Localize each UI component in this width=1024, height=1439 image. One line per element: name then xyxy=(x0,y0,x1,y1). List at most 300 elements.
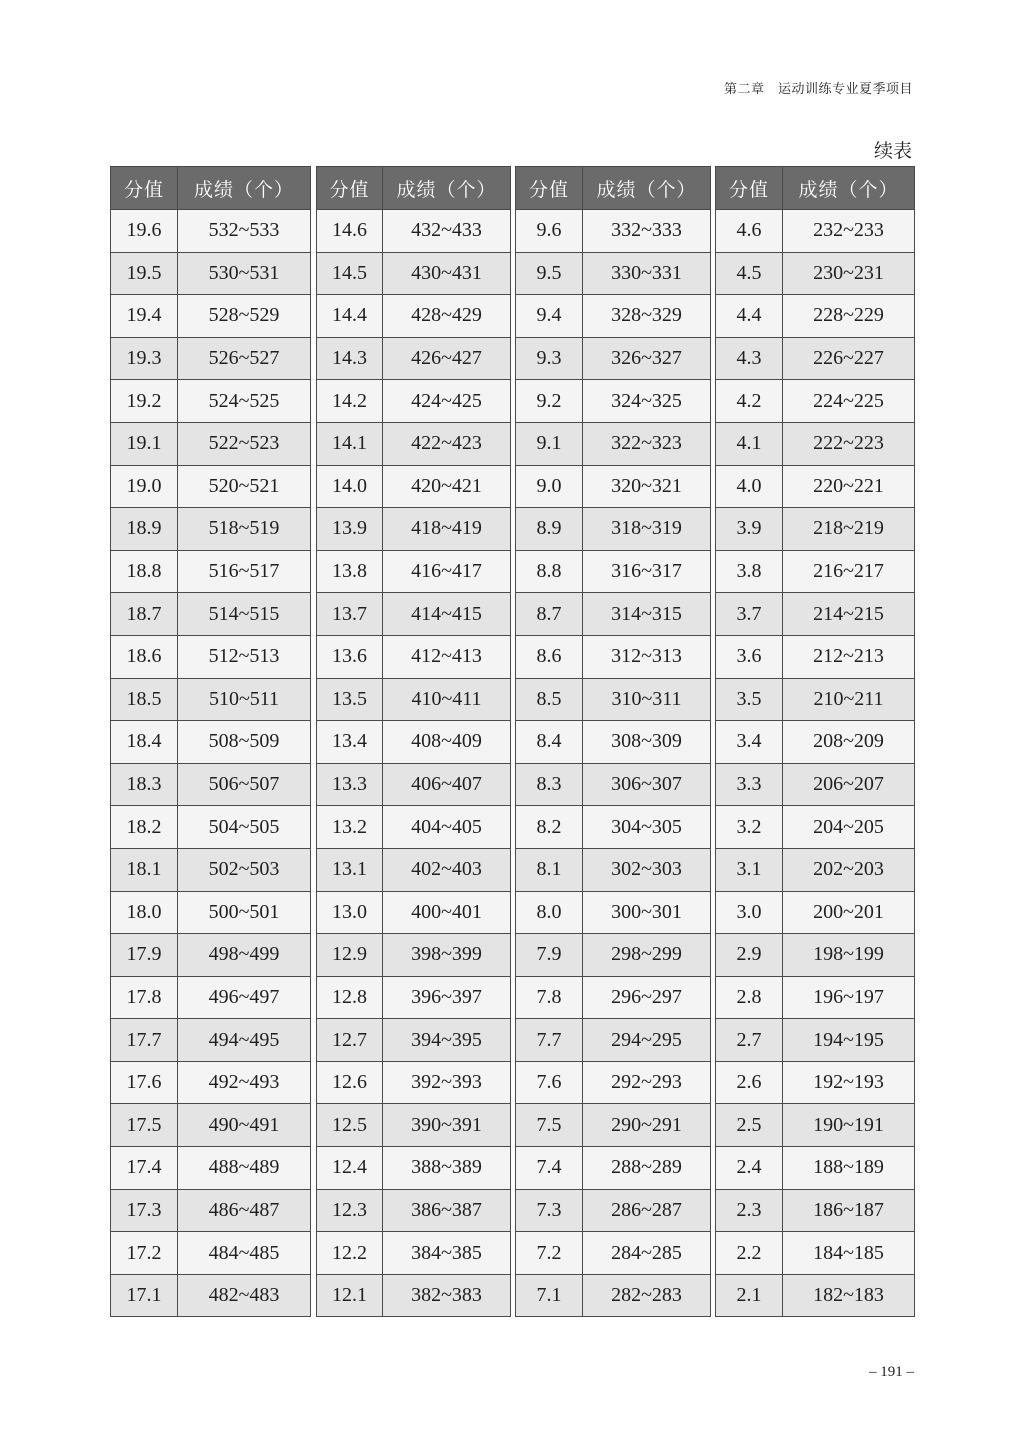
result-column-header: 成绩（个） xyxy=(783,167,915,210)
table-row xyxy=(111,976,311,1019)
table-row xyxy=(317,380,511,423)
score-cell: 9.0 xyxy=(516,465,583,508)
table-row xyxy=(516,380,711,423)
score-cell: 17.2 xyxy=(111,1232,178,1275)
table-row xyxy=(111,337,311,380)
score-cell: 12.7 xyxy=(317,1019,383,1062)
result-cell: 288~289 xyxy=(583,1147,711,1190)
result-cell: 516~517 xyxy=(178,550,311,593)
score-cell: 18.3 xyxy=(111,763,178,806)
score-cell: 2.9 xyxy=(716,934,783,977)
result-cell: 310~311 xyxy=(583,678,711,721)
result-cell: 328~329 xyxy=(583,295,711,338)
result-cell: 292~293 xyxy=(583,1061,711,1104)
score-cell: 13.8 xyxy=(317,550,383,593)
table-row xyxy=(716,1189,915,1232)
table-row xyxy=(111,295,311,338)
table-header-row xyxy=(317,167,511,210)
result-cell: 402~403 xyxy=(383,848,511,891)
table-row xyxy=(317,635,511,678)
table-row xyxy=(716,763,915,806)
result-cell: 308~309 xyxy=(583,721,711,764)
result-cell: 500~501 xyxy=(178,891,311,934)
score-cell: 13.6 xyxy=(317,635,383,678)
score-cell: 19.1 xyxy=(111,422,178,465)
score-cell: 12.4 xyxy=(317,1147,383,1190)
score-cell: 12.2 xyxy=(317,1232,383,1275)
score-cell: 13.3 xyxy=(317,763,383,806)
table-row xyxy=(516,848,711,891)
score-cell: 8.3 xyxy=(516,763,583,806)
table-row xyxy=(317,1019,511,1062)
table-row xyxy=(716,635,915,678)
score-cell: 2.1 xyxy=(716,1274,783,1317)
table-row xyxy=(516,934,711,977)
result-column-header: 成绩（个） xyxy=(383,167,511,210)
table-row xyxy=(111,508,311,551)
continued-table-label: 续表 xyxy=(873,140,912,162)
result-cell: 212~213 xyxy=(783,635,915,678)
score-cell: 8.6 xyxy=(516,635,583,678)
result-cell: 316~317 xyxy=(583,550,711,593)
result-cell: 406~407 xyxy=(383,763,511,806)
score-cell: 7.1 xyxy=(516,1274,583,1317)
result-cell: 504~505 xyxy=(178,806,311,849)
result-cell: 426~427 xyxy=(383,337,511,380)
score-cell: 17.8 xyxy=(111,976,178,1019)
score-tables xyxy=(110,166,914,1318)
score-cell: 14.0 xyxy=(317,465,383,508)
table-row xyxy=(317,508,511,551)
score-cell: 4.4 xyxy=(716,295,783,338)
table-row xyxy=(516,1189,711,1232)
table-row xyxy=(716,1019,915,1062)
table-row xyxy=(716,550,915,593)
result-cell: 510~511 xyxy=(178,678,311,721)
result-cell: 498~499 xyxy=(178,934,311,977)
result-cell: 192~193 xyxy=(783,1061,915,1104)
result-cell: 322~323 xyxy=(583,422,711,465)
result-cell: 202~203 xyxy=(783,848,915,891)
table-row xyxy=(716,721,915,764)
score-cell: 2.7 xyxy=(716,1019,783,1062)
table-row xyxy=(111,593,311,636)
table-row xyxy=(516,210,711,253)
score-cell: 19.5 xyxy=(111,252,178,295)
result-cell: 302~303 xyxy=(583,848,711,891)
table-row xyxy=(111,252,311,295)
table-row xyxy=(317,252,511,295)
result-cell: 526~527 xyxy=(178,337,311,380)
score-cell: 4.3 xyxy=(716,337,783,380)
table-row xyxy=(111,1104,311,1147)
result-cell: 282~283 xyxy=(583,1274,711,1317)
result-column-header: 成绩（个） xyxy=(583,167,711,210)
score-cell: 8.7 xyxy=(516,593,583,636)
result-cell: 412~413 xyxy=(383,635,511,678)
running-header: 第二章 运动训练专业夏季项目 xyxy=(723,82,913,97)
table-row xyxy=(716,380,915,423)
table-header-row xyxy=(716,167,915,210)
table-row xyxy=(716,1061,915,1104)
result-cell: 420~421 xyxy=(383,465,511,508)
table-row xyxy=(317,295,511,338)
table-row xyxy=(516,721,711,764)
score-cell: 12.6 xyxy=(317,1061,383,1104)
result-cell: 214~215 xyxy=(783,593,915,636)
table-row xyxy=(516,976,711,1019)
table-row xyxy=(516,465,711,508)
result-cell: 520~521 xyxy=(178,465,311,508)
table-row xyxy=(317,550,511,593)
score-cell: 3.2 xyxy=(716,806,783,849)
result-cell: 432~433 xyxy=(383,210,511,253)
score-cell: 9.2 xyxy=(516,380,583,423)
score-cell: 7.5 xyxy=(516,1104,583,1147)
table-row xyxy=(716,934,915,977)
result-cell: 518~519 xyxy=(178,508,311,551)
score-cell: 17.1 xyxy=(111,1274,178,1317)
score-cell: 3.1 xyxy=(716,848,783,891)
table-row xyxy=(111,1189,311,1232)
table-row xyxy=(317,1147,511,1190)
result-cell: 332~333 xyxy=(583,210,711,253)
table-row xyxy=(716,210,915,253)
score-cell: 14.6 xyxy=(317,210,383,253)
table-row xyxy=(716,1147,915,1190)
result-cell: 530~531 xyxy=(178,252,311,295)
score-cell: 8.2 xyxy=(516,806,583,849)
score-cell: 2.5 xyxy=(716,1104,783,1147)
score-cell: 17.6 xyxy=(111,1061,178,1104)
result-cell: 182~183 xyxy=(783,1274,915,1317)
table-row xyxy=(716,1104,915,1147)
score-cell: 9.5 xyxy=(516,252,583,295)
table-row xyxy=(516,422,711,465)
result-cell: 204~205 xyxy=(783,806,915,849)
score-cell: 12.9 xyxy=(317,934,383,977)
result-column-header: 成绩（个） xyxy=(178,167,311,210)
table-row xyxy=(716,295,915,338)
score-cell: 9.6 xyxy=(516,210,583,253)
table-row xyxy=(516,1019,711,1062)
result-cell: 318~319 xyxy=(583,508,711,551)
table-row xyxy=(317,210,511,253)
score-cell: 14.5 xyxy=(317,252,383,295)
result-cell: 404~405 xyxy=(383,806,511,849)
score-cell: 9.4 xyxy=(516,295,583,338)
score-column-header: 分值 xyxy=(516,167,583,210)
result-cell: 490~491 xyxy=(178,1104,311,1147)
result-cell: 524~525 xyxy=(178,380,311,423)
result-cell: 184~185 xyxy=(783,1232,915,1275)
result-cell: 396~397 xyxy=(383,976,511,1019)
table-row xyxy=(716,593,915,636)
result-cell: 508~509 xyxy=(178,721,311,764)
table-row xyxy=(516,1104,711,1147)
score-cell: 9.1 xyxy=(516,422,583,465)
score-cell: 14.3 xyxy=(317,337,383,380)
score-cell: 9.3 xyxy=(516,337,583,380)
table-header-row xyxy=(516,167,711,210)
table-row xyxy=(317,806,511,849)
table-row xyxy=(716,422,915,465)
result-cell: 512~513 xyxy=(178,635,311,678)
result-cell: 398~399 xyxy=(383,934,511,977)
table-row xyxy=(516,508,711,551)
page-number: – 191 – xyxy=(869,1364,914,1380)
table-row xyxy=(716,678,915,721)
table-row xyxy=(317,337,511,380)
table-row xyxy=(317,891,511,934)
score-cell: 18.8 xyxy=(111,550,178,593)
table-row xyxy=(111,891,311,934)
result-cell: 312~313 xyxy=(583,635,711,678)
result-cell: 394~395 xyxy=(383,1019,511,1062)
table-row xyxy=(317,678,511,721)
score-cell: 4.1 xyxy=(716,422,783,465)
score-cell: 18.0 xyxy=(111,891,178,934)
table-row xyxy=(317,1232,511,1275)
result-cell: 230~231 xyxy=(783,252,915,295)
result-cell: 388~389 xyxy=(383,1147,511,1190)
table-row xyxy=(317,848,511,891)
score-cell: 17.9 xyxy=(111,934,178,977)
result-cell: 494~495 xyxy=(178,1019,311,1062)
result-cell: 198~199 xyxy=(783,934,915,977)
result-cell: 220~221 xyxy=(783,465,915,508)
result-cell: 422~423 xyxy=(383,422,511,465)
score-cell: 3.6 xyxy=(716,635,783,678)
result-cell: 296~297 xyxy=(583,976,711,1019)
result-cell: 492~493 xyxy=(178,1061,311,1104)
score-cell: 19.4 xyxy=(111,295,178,338)
result-cell: 486~487 xyxy=(178,1189,311,1232)
score-cell: 18.1 xyxy=(111,848,178,891)
result-cell: 190~191 xyxy=(783,1104,915,1147)
score-cell: 14.2 xyxy=(317,380,383,423)
table-row xyxy=(317,1061,511,1104)
score-cell: 2.3 xyxy=(716,1189,783,1232)
table-row xyxy=(111,848,311,891)
score-cell: 7.9 xyxy=(516,934,583,977)
table-row xyxy=(317,721,511,764)
score-cell: 18.6 xyxy=(111,635,178,678)
result-cell: 314~315 xyxy=(583,593,711,636)
table-row xyxy=(111,806,311,849)
table-row xyxy=(317,1104,511,1147)
result-cell: 224~225 xyxy=(783,380,915,423)
result-cell: 226~227 xyxy=(783,337,915,380)
result-cell: 186~187 xyxy=(783,1189,915,1232)
table-row xyxy=(111,1019,311,1062)
score-cell: 13.7 xyxy=(317,593,383,636)
score-table-4 xyxy=(715,166,915,1317)
score-cell: 2.4 xyxy=(716,1147,783,1190)
table-row xyxy=(516,1061,711,1104)
table-row xyxy=(716,337,915,380)
score-cell: 3.7 xyxy=(716,593,783,636)
score-cell: 7.7 xyxy=(516,1019,583,1062)
score-cell: 17.4 xyxy=(111,1147,178,1190)
result-cell: 286~287 xyxy=(583,1189,711,1232)
result-cell: 216~217 xyxy=(783,550,915,593)
score-cell: 18.5 xyxy=(111,678,178,721)
score-column-header: 分值 xyxy=(317,167,383,210)
score-cell: 13.1 xyxy=(317,848,383,891)
score-cell: 3.3 xyxy=(716,763,783,806)
table-row xyxy=(317,1274,511,1317)
result-cell: 320~321 xyxy=(583,465,711,508)
table-row xyxy=(716,1232,915,1275)
score-cell: 12.8 xyxy=(317,976,383,1019)
table-row xyxy=(516,635,711,678)
table-row xyxy=(111,1274,311,1317)
result-cell: 424~425 xyxy=(383,380,511,423)
table-row xyxy=(516,806,711,849)
result-cell: 294~295 xyxy=(583,1019,711,1062)
table-row xyxy=(716,465,915,508)
result-cell: 324~325 xyxy=(583,380,711,423)
score-cell: 3.0 xyxy=(716,891,783,934)
table-row xyxy=(516,678,711,721)
score-table-2 xyxy=(316,166,511,1317)
table-row xyxy=(111,422,311,465)
table-row xyxy=(317,934,511,977)
table-row xyxy=(111,1147,311,1190)
table-row xyxy=(111,934,311,977)
score-cell: 8.0 xyxy=(516,891,583,934)
table-row xyxy=(111,465,311,508)
result-cell: 488~489 xyxy=(178,1147,311,1190)
score-cell: 14.4 xyxy=(317,295,383,338)
result-cell: 392~393 xyxy=(383,1061,511,1104)
result-cell: 196~197 xyxy=(783,976,915,1019)
result-cell: 208~209 xyxy=(783,721,915,764)
result-cell: 300~301 xyxy=(583,891,711,934)
score-cell: 3.5 xyxy=(716,678,783,721)
score-cell: 8.5 xyxy=(516,678,583,721)
score-cell: 4.2 xyxy=(716,380,783,423)
table-row xyxy=(111,1232,311,1275)
table-row xyxy=(716,252,915,295)
score-cell: 8.8 xyxy=(516,550,583,593)
result-cell: 514~515 xyxy=(178,593,311,636)
table-row xyxy=(111,550,311,593)
table-row xyxy=(111,1061,311,1104)
score-cell: 8.4 xyxy=(516,721,583,764)
result-cell: 290~291 xyxy=(583,1104,711,1147)
table-row xyxy=(516,593,711,636)
score-cell: 17.5 xyxy=(111,1104,178,1147)
table-row xyxy=(111,210,311,253)
score-cell: 7.3 xyxy=(516,1189,583,1232)
result-cell: 482~483 xyxy=(178,1274,311,1317)
score-cell: 4.0 xyxy=(716,465,783,508)
table-row xyxy=(317,465,511,508)
result-cell: 430~431 xyxy=(383,252,511,295)
table-row xyxy=(716,848,915,891)
table-row xyxy=(111,635,311,678)
table-row xyxy=(317,976,511,1019)
table-row xyxy=(516,891,711,934)
result-cell: 532~533 xyxy=(178,210,311,253)
table-row xyxy=(111,380,311,423)
table-row xyxy=(516,1274,711,1317)
table-header-row xyxy=(111,167,311,210)
score-cell: 13.4 xyxy=(317,721,383,764)
score-cell: 7.6 xyxy=(516,1061,583,1104)
result-cell: 210~211 xyxy=(783,678,915,721)
score-cell: 2.2 xyxy=(716,1232,783,1275)
result-cell: 484~485 xyxy=(178,1232,311,1275)
score-cell: 12.1 xyxy=(317,1274,383,1317)
table-row xyxy=(516,550,711,593)
result-cell: 188~189 xyxy=(783,1147,915,1190)
score-cell: 12.5 xyxy=(317,1104,383,1147)
result-cell: 496~497 xyxy=(178,976,311,1019)
score-table-3 xyxy=(515,166,711,1317)
score-cell: 19.2 xyxy=(111,380,178,423)
table-row xyxy=(516,252,711,295)
result-cell: 306~307 xyxy=(583,763,711,806)
score-cell: 2.6 xyxy=(716,1061,783,1104)
result-cell: 410~411 xyxy=(383,678,511,721)
table-row xyxy=(716,891,915,934)
score-cell: 3.9 xyxy=(716,508,783,551)
score-cell: 17.3 xyxy=(111,1189,178,1232)
table-row xyxy=(716,508,915,551)
result-cell: 382~383 xyxy=(383,1274,511,1317)
score-cell: 13.5 xyxy=(317,678,383,721)
score-cell: 8.9 xyxy=(516,508,583,551)
score-column-header: 分值 xyxy=(111,167,178,210)
result-cell: 416~417 xyxy=(383,550,511,593)
table-row xyxy=(516,1232,711,1275)
score-cell: 7.4 xyxy=(516,1147,583,1190)
score-cell: 17.7 xyxy=(111,1019,178,1062)
result-cell: 408~409 xyxy=(383,721,511,764)
result-cell: 522~523 xyxy=(178,422,311,465)
score-table-1 xyxy=(110,166,311,1317)
result-cell: 502~503 xyxy=(178,848,311,891)
score-cell: 18.7 xyxy=(111,593,178,636)
result-cell: 330~331 xyxy=(583,252,711,295)
score-cell: 3.8 xyxy=(716,550,783,593)
table-row xyxy=(111,721,311,764)
result-cell: 418~419 xyxy=(383,508,511,551)
score-cell: 19.0 xyxy=(111,465,178,508)
score-cell: 8.1 xyxy=(516,848,583,891)
result-cell: 384~385 xyxy=(383,1232,511,1275)
result-cell: 506~507 xyxy=(178,763,311,806)
score-cell: 4.5 xyxy=(716,252,783,295)
score-cell: 12.3 xyxy=(317,1189,383,1232)
score-cell: 19.6 xyxy=(111,210,178,253)
table-row xyxy=(716,1274,915,1317)
result-cell: 200~201 xyxy=(783,891,915,934)
result-cell: 304~305 xyxy=(583,806,711,849)
result-cell: 528~529 xyxy=(178,295,311,338)
table-row xyxy=(111,678,311,721)
result-cell: 390~391 xyxy=(383,1104,511,1147)
table-row xyxy=(317,1189,511,1232)
score-cell: 2.8 xyxy=(716,976,783,1019)
score-cell: 13.2 xyxy=(317,806,383,849)
score-column-header: 分值 xyxy=(716,167,783,210)
score-cell: 3.4 xyxy=(716,721,783,764)
result-cell: 326~327 xyxy=(583,337,711,380)
